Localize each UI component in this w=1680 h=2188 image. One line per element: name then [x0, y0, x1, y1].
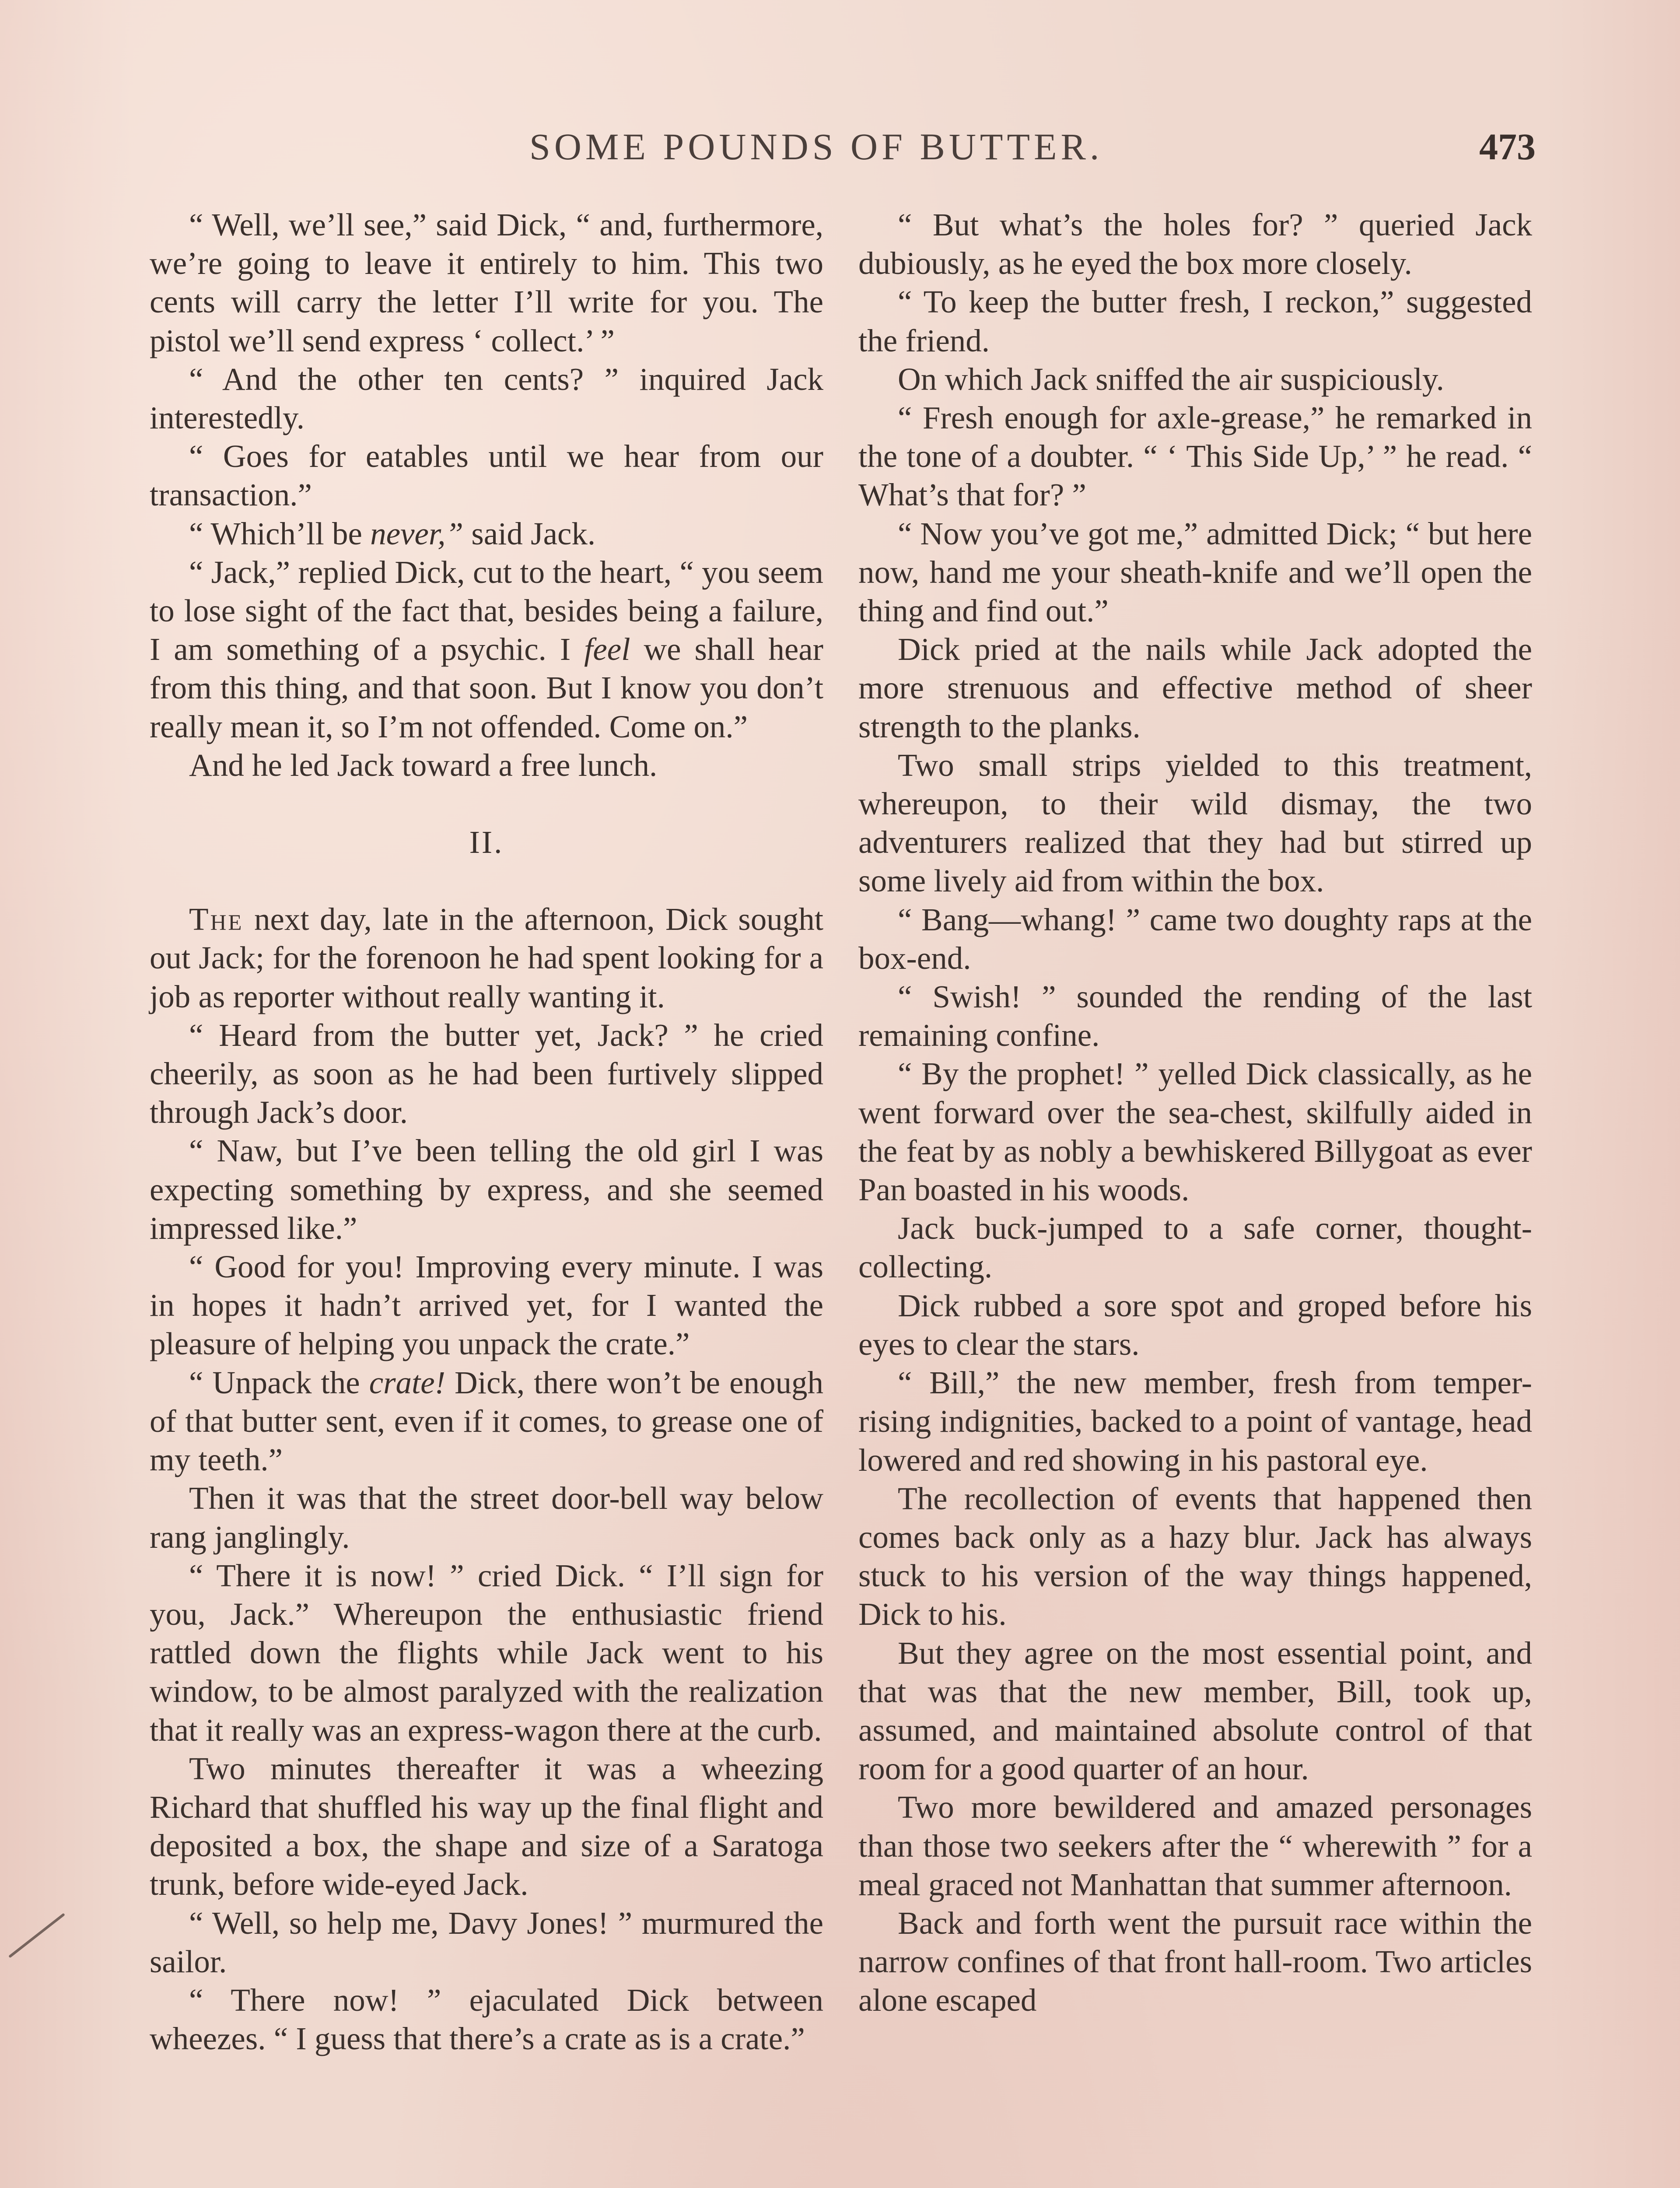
- paragraph: “ Now you’ve got me,” admitted Dick; “ but here now, hand me your sheath-knife and we’ll open the thing and find out.”: [858, 515, 1532, 629]
- paragraph: “ Fresh enough for axle-grease,” he remarked in the tone of a doubter. “ ‘ This Side Up,’ ” he read. “ What’s that for? ”: [858, 400, 1532, 513]
- paragraph: “ Bill,” the new member, fresh from temper-rising indignities, backed to a point of vantage, head lowered and red showing in his pastoral eye.: [858, 1365, 1532, 1478]
- text-run: next day, late in the afternoon, Dick sought out Jack; for the forenoon he had spent looking for a job as reporter without really wanting it.: [150, 901, 823, 1014]
- paragraph: “ Goes for eatables until we hear from our transaction.”: [150, 438, 823, 513]
- paragraph: Then it was that the street door-bell way below rang janglingly.: [150, 1480, 823, 1555]
- paragraph: [150, 553, 823, 746]
- paragraph: Back and forth went the pursuit race within the narrow confines of that front hall-room. Two articles alone escaped: [858, 1905, 1532, 2018]
- paragraph: Two minutes thereafter it was a wheezing Richard that shuffled his way up the final flight and deposited a box, the shape and size of a Saratoga trunk, before wide-eyed Jack.: [150, 1750, 823, 1902]
- emphasis-text: crate!: [369, 1364, 446, 1400]
- paragraph: Two more bewildered and amazed personages than those two seekers after the “ wherewith ” for a meal graced not Manhattan that summer afternoon.: [858, 1789, 1532, 1902]
- paragraph: “ Well, so help me, Davy Jones! ” murmured the sailor.: [150, 1905, 823, 1979]
- paragraph: “ Well, we’ll see,” said Dick, “ and, furthermore, we’re going to leave it entirely to him. This two cents will carry the letter I’ll write for you. The pistol we’ll send express ‘ collect.’ ”: [150, 207, 823, 358]
- right-column: [858, 206, 1532, 2020]
- paragraph: “ Good for you! Improving every minute. I was in hopes it hadn’t arrived yet, for I wanted the pleasure of helping you unpack the crate.”: [150, 1249, 823, 1362]
- text-run: we shall hear from this thing, and that soon. But I know you don’t really mean it, so I’m not offended. Come on.”: [150, 631, 823, 744]
- paragraph: “ And the other ten cents? ” inquired Jack interestedly.: [150, 361, 823, 436]
- paragraph: And he led Jack toward a free lunch.: [189, 747, 658, 783]
- running-title: SOME POUNDS OF BUTTER.: [529, 126, 1103, 168]
- paragraph: “ To keep the butter fresh, I reckon,” suggested the friend.: [858, 284, 1532, 358]
- paragraph: On which Jack sniffed the air suspiciously.: [898, 361, 1444, 397]
- text-run: Dick, there won’t be enough of that butter sent, even if it comes, to grease one of my teeth.”: [150, 1364, 823, 1478]
- paragraph: “ Swish! ” sounded the rending of the last remaining confine.: [858, 979, 1532, 1053]
- paragraph: Jack buck-jumped to a safe corner, thought-collecting.: [858, 1210, 1532, 1285]
- margin-mark: [8, 1913, 65, 1958]
- paragraph: “ Bang—whang! ” came two doughty raps at the box-end.: [858, 901, 1532, 976]
- text-run: said Jack.: [463, 515, 596, 551]
- paragraph: Dick pried at the nails while Jack adopted the more strenuous and effective method of sheer strength to the planks.: [858, 631, 1532, 744]
- paragraph: “ Naw, but I’ve been telling the old girl I was expecting something by express, and she seemed impressed like.”: [150, 1133, 823, 1246]
- smallcaps-opening: The: [189, 901, 244, 937]
- paragraph: “ Heard from the butter yet, Jack? ” he cried cheerily, as soon as he had been furtively slipped through Jack’s door.: [150, 1017, 823, 1130]
- paragraph: “ There now! ” ejaculated Dick between wheezes. “ I guess that there’s a crate as is a crate.”: [150, 1982, 823, 2057]
- paragraph: The recollection of events that happened then comes back only as a hazy blur. Jack has always stuck to his version of the way things happened, Dick to his.: [858, 1480, 1532, 1632]
- emphasis-text: feel: [584, 631, 630, 667]
- page-number: 473: [1479, 126, 1536, 168]
- paragraph: “ By the prophet! ” yelled Dick classically, as he went forward over the sea-chest, skilfully aided in the feat by as nobly a bewhiskered Billygoat as ever Pan boasted in his woods.: [858, 1056, 1532, 1208]
- left-column: [150, 206, 823, 2058]
- paragraph: Two small strips yielded to this treatment, whereupon, to their wild dismay, the two adventurers realized that they had but stirred up some lively aid from within the box.: [858, 747, 1532, 899]
- paragraph: Dick rubbed a sore spot and groped before his eyes to clear the stars.: [858, 1287, 1532, 1362]
- paragraph: [150, 900, 823, 1016]
- text-run: “ Unpack the: [189, 1364, 369, 1400]
- page-header: [149, 125, 1536, 177]
- section-heading: II.: [469, 824, 504, 860]
- paragraph: [150, 1364, 823, 1480]
- paragraph: “ But what’s the holes for? ” queried Jack dubiously, as he eyed the box more closely.: [858, 207, 1532, 281]
- paragraph: But they agree on the most essential point, and that was that the new member, Bill, took up, assumed, and maintained absolute control of that room for a good quarter of an hour.: [858, 1635, 1532, 1787]
- paragraph: [150, 515, 823, 553]
- emphasis-text: never,”: [370, 515, 464, 551]
- text-run: “ Jack,” replied Dick, cut to the heart, “ you seem to lose sight of the fact that, besides being a failure, I am something of a psychic. I: [150, 554, 823, 667]
- paragraph: “ There it is now! ” cried Dick. “ I’ll sign for you, Jack.” Whereupon the enthusiastic friend rattled down the flights while Jack went to his window, to be almost paralyzed with the realization that it really was an express-wagon there at the curb.: [150, 1557, 823, 1748]
- text-run: “ Which’ll be: [189, 515, 371, 551]
